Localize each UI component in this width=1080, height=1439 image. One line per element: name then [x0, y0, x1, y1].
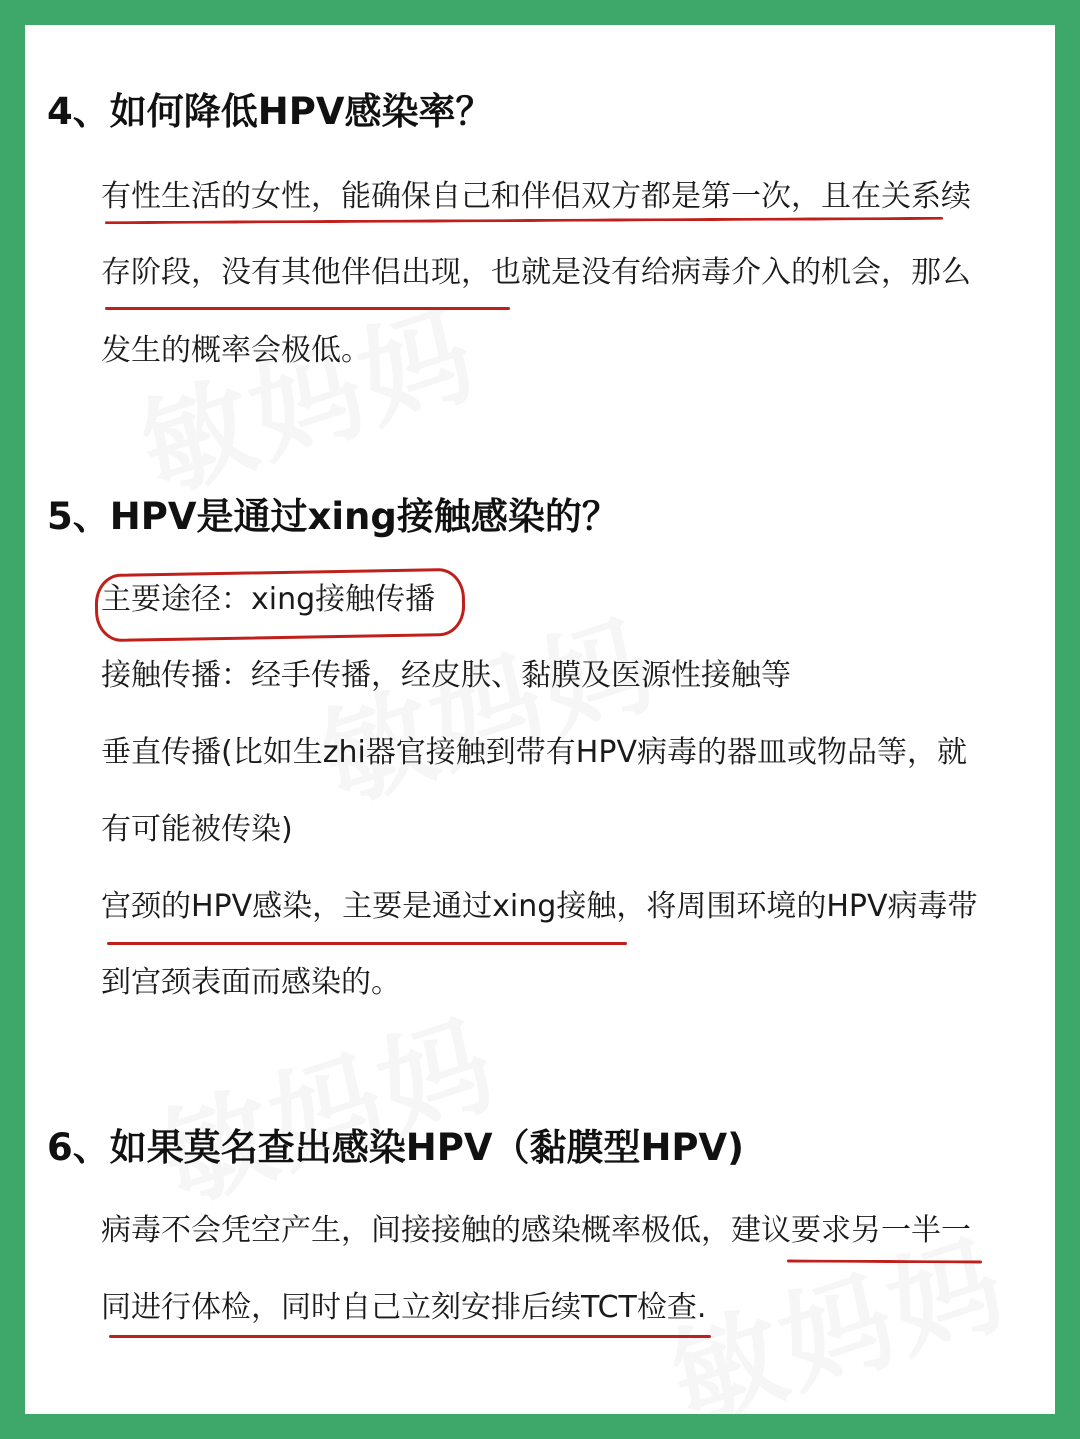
- body-line: 存阶段，没有其他伴侣出现，也就是没有给病毒介入的机会，那么: [101, 255, 971, 290]
- red-underline: [109, 1335, 711, 1338]
- body-line: 病毒不会凭空产生，间接接触的感染概率极低，建议要求另一半一: [101, 1213, 971, 1248]
- body-line: 有可能被传染): [101, 812, 293, 847]
- section-heading: 6、如果莫名查出感染HPV（黏膜型HPV): [47, 1126, 745, 1169]
- red-underline: [107, 942, 627, 945]
- body-line: 主要途径：xing接触传播: [101, 582, 436, 617]
- red-underline: [105, 307, 510, 310]
- section-heading: 4、如何降低HPV感染率？: [47, 90, 493, 133]
- article-card: [25, 25, 1055, 1414]
- body-line: 到宫颈表面而感染的。: [101, 965, 401, 1000]
- body-line: 发生的概率会极低。: [101, 333, 371, 368]
- watermark: [119, 266, 493, 522]
- body-line: 有性生活的女性，能确保自己和伴侣双方都是第一次，且在关系续: [101, 179, 971, 214]
- body-line: 垂直传播(比如生zhi器官接触到带有HPV病毒的器皿或物品等，就: [101, 735, 967, 770]
- section-heading: 5、HPV是通过xing接触感染的？: [47, 495, 619, 538]
- body-line: 同进行体检，同时自己立刻安排后续TCT检查.: [101, 1290, 707, 1325]
- watermark: [139, 976, 513, 1232]
- body-line: 宫颈的HPV感染，主要是通过xing接触，将周围环境的HPV病毒带: [101, 889, 978, 924]
- body-line: 接触传播：经手传播，经皮肤、黏膜及医源性接触等: [101, 658, 791, 693]
